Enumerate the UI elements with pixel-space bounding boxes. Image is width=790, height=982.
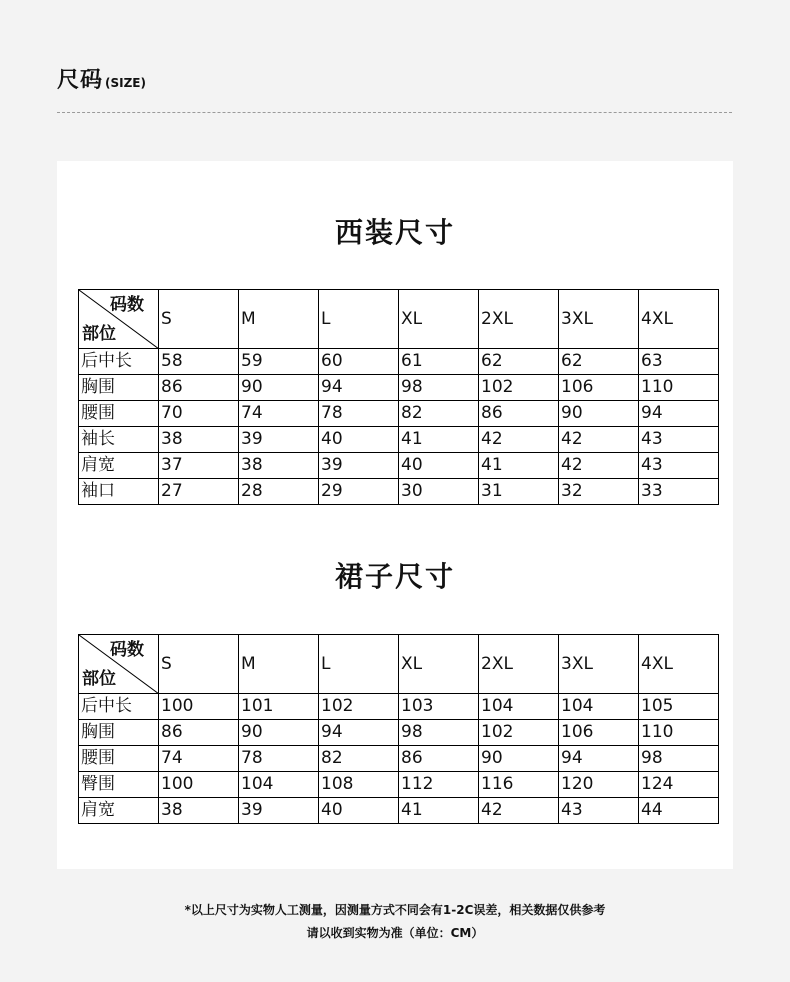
measurement-cell: 37 [159, 453, 239, 479]
measurement-cell: 40 [399, 453, 479, 479]
size-column-header: 4XL [639, 290, 719, 349]
measurement-cell: 90 [479, 746, 559, 772]
size-column-header: L [319, 290, 399, 349]
measurement-cell: 42 [559, 453, 639, 479]
table-row [79, 349, 719, 375]
measurement-cell: 60 [319, 349, 399, 375]
measurement-cell: 78 [319, 401, 399, 427]
row-label: 腰围 [79, 401, 159, 427]
measurement-cell: 94 [639, 401, 719, 427]
suit-size-title: 西装尺寸 [334, 216, 455, 249]
row-label: 后中长 [79, 694, 159, 720]
measurement-cell: 98 [399, 375, 479, 401]
row-label: 胸围 [79, 375, 159, 401]
measurement-cell: 110 [639, 375, 719, 401]
table-row [79, 746, 719, 772]
measurement-cell: 124 [639, 772, 719, 798]
size-column-header: S [159, 635, 239, 694]
table-row [79, 427, 719, 453]
measurement-cell: 41 [479, 453, 559, 479]
measurement-cell: 61 [399, 349, 479, 375]
measurement-cell: 82 [399, 401, 479, 427]
table-row [79, 798, 719, 824]
measurement-cell: 29 [319, 479, 399, 505]
measurement-cell: 116 [479, 772, 559, 798]
measurement-cell: 104 [479, 694, 559, 720]
measurement-cell: 102 [319, 694, 399, 720]
measurement-cell: 30 [399, 479, 479, 505]
measurement-cell: 86 [159, 720, 239, 746]
measurement-cell: 62 [559, 349, 639, 375]
measurement-cell: 59 [239, 349, 319, 375]
measurement-cell: 104 [239, 772, 319, 798]
measurement-cell: 90 [239, 720, 319, 746]
measurement-cell: 108 [319, 772, 399, 798]
measurement-cell: 90 [239, 375, 319, 401]
measurement-cell: 42 [479, 427, 559, 453]
measurement-cell: 43 [639, 453, 719, 479]
measurement-cell: 74 [239, 401, 319, 427]
corner-part-label: 部位 [82, 324, 116, 344]
measurement-cell: 94 [319, 720, 399, 746]
measurement-cell: 100 [159, 694, 239, 720]
suit-size-table [78, 289, 719, 505]
measurement-cell: 102 [479, 720, 559, 746]
measurement-cell: 103 [399, 694, 479, 720]
skirt-size-title: 裙子尺寸 [334, 560, 455, 593]
table-row [79, 453, 719, 479]
measurement-cell: 94 [319, 375, 399, 401]
measurement-cell: 101 [239, 694, 319, 720]
table-corner-cell [79, 635, 159, 694]
measurement-cell: 63 [639, 349, 719, 375]
size-header-subtitle: (SIZE) [105, 76, 146, 90]
measurement-cell: 40 [319, 798, 399, 824]
measurement-cell: 104 [559, 694, 639, 720]
size-header [57, 63, 146, 94]
row-label: 臀围 [79, 772, 159, 798]
size-column-header: 3XL [559, 635, 639, 694]
size-column-header: M [239, 290, 319, 349]
table-row [79, 401, 719, 427]
measurement-cell: 58 [159, 349, 239, 375]
size-column-header: M [239, 635, 319, 694]
row-label: 肩宽 [79, 453, 159, 479]
size-column-header: 2XL [479, 290, 559, 349]
table-row [79, 375, 719, 401]
measurement-cell: 94 [559, 746, 639, 772]
measurement-cell: 39 [319, 453, 399, 479]
measurement-cell: 62 [479, 349, 559, 375]
measurement-cell: 33 [639, 479, 719, 505]
table-row [79, 720, 719, 746]
measurement-cell: 43 [559, 798, 639, 824]
size-header-title: 尺码 [57, 68, 104, 93]
size-column-header: 2XL [479, 635, 559, 694]
measurement-cell: 32 [559, 479, 639, 505]
measurement-cell: 86 [479, 401, 559, 427]
measurement-cell: 70 [159, 401, 239, 427]
measurement-cell: 106 [559, 720, 639, 746]
measurement-cell: 102 [479, 375, 559, 401]
measurement-cell: 38 [159, 798, 239, 824]
measurement-cell: 39 [239, 427, 319, 453]
measurement-cell: 38 [159, 427, 239, 453]
measurement-cell: 44 [639, 798, 719, 824]
measurement-cell: 31 [479, 479, 559, 505]
size-column-header: L [319, 635, 399, 694]
measurement-cell: 100 [159, 772, 239, 798]
measurement-cell: 41 [399, 798, 479, 824]
measurement-cell: 74 [159, 746, 239, 772]
size-column-header: 4XL [639, 635, 719, 694]
measurement-cell: 86 [399, 746, 479, 772]
row-label: 后中长 [79, 349, 159, 375]
measurement-cell: 98 [399, 720, 479, 746]
table-header-row [79, 290, 719, 349]
size-column-header: 3XL [559, 290, 639, 349]
size-column-header: XL [399, 635, 479, 694]
measurement-cell: 42 [559, 427, 639, 453]
measurement-cell: 110 [639, 720, 719, 746]
table-row [79, 772, 719, 798]
disclaimer-line-1: *以上尺寸为实物人工测量，因测量方式不同会有1-2C误差，相关数据仅供参考 [184, 903, 606, 917]
disclaimer-line-2: 请以收到实物为准（单位：CM） [306, 926, 484, 940]
measurement-cell: 40 [319, 427, 399, 453]
dashed-divider [57, 112, 732, 113]
measurement-cell: 112 [399, 772, 479, 798]
size-chart-card [57, 161, 733, 869]
measurement-cell: 106 [559, 375, 639, 401]
row-label: 肩宽 [79, 798, 159, 824]
size-column-header: XL [399, 290, 479, 349]
measurement-cell: 27 [159, 479, 239, 505]
table-corner-cell [79, 290, 159, 349]
measurement-cell: 43 [639, 427, 719, 453]
row-label: 袖口 [79, 479, 159, 505]
measurement-cell: 86 [159, 375, 239, 401]
measurement-cell: 38 [239, 453, 319, 479]
table-header-row [79, 635, 719, 694]
row-label: 袖长 [79, 427, 159, 453]
row-label: 胸围 [79, 720, 159, 746]
corner-part-label: 部位 [82, 669, 116, 689]
measurement-cell: 90 [559, 401, 639, 427]
measurement-cell: 82 [319, 746, 399, 772]
corner-size-label: 码数 [110, 295, 144, 315]
measurement-cell: 120 [559, 772, 639, 798]
measurement-cell: 98 [639, 746, 719, 772]
corner-size-label: 码数 [110, 640, 144, 660]
measurement-cell: 39 [239, 798, 319, 824]
size-column-header: S [159, 290, 239, 349]
measurement-cell: 41 [399, 427, 479, 453]
skirt-size-table [78, 634, 719, 824]
table-row [79, 479, 719, 505]
row-label: 腰围 [79, 746, 159, 772]
measurement-cell: 78 [239, 746, 319, 772]
measurement-cell: 105 [639, 694, 719, 720]
table-row [79, 694, 719, 720]
measurement-cell: 28 [239, 479, 319, 505]
measurement-cell: 42 [479, 798, 559, 824]
